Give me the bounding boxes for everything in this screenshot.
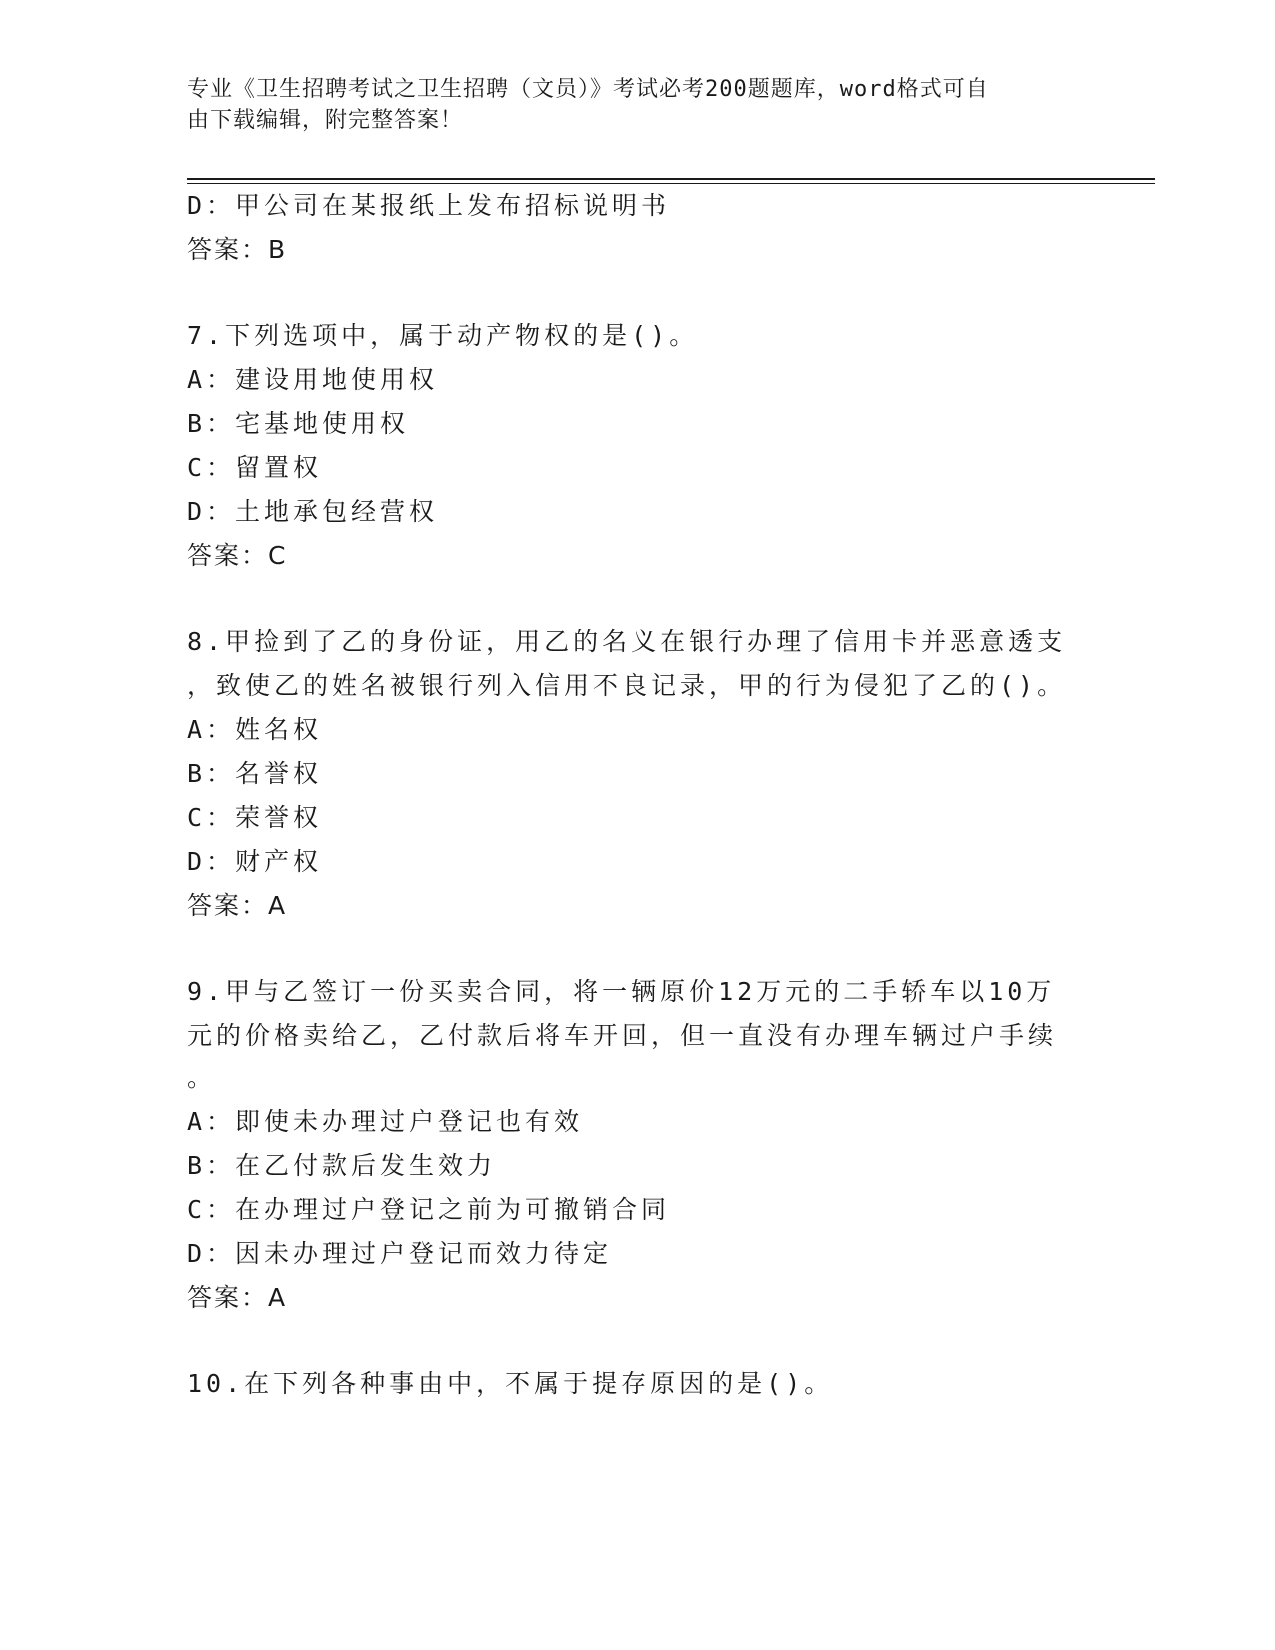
question-8-option-b: B：名誉权 [187,759,323,788]
question-8-option-a: A：姓名权 [187,715,323,744]
question-8-stem-line-2: ，致使乙的姓名被银行列入信用不良记录，甲的行为侵犯了乙的()。 [187,671,1067,700]
question-9-option-d: D：因未办理过户登记而效力待定 [187,1239,613,1268]
question-8-option-c: C：荣誉权 [187,803,323,832]
question-9-option-b: B：在乙付款后发生效力 [187,1151,497,1180]
question-9-answer: 答案：A [187,1283,288,1312]
question-7-option-b: B：宅基地使用权 [187,409,410,438]
question-8-answer: 答案：A [187,891,288,920]
question-7-option-a: A：建设用地使用权 [187,365,439,394]
header-line-2: 由下载编辑，附完整答案！ [187,108,464,133]
question-9-option-a: A：即使未办理过户登记也有效 [187,1107,584,1136]
header-divider-thick [187,178,1155,180]
prev-question-answer: 答案：B [187,235,288,264]
question-7-answer: 答案：C [187,541,288,570]
question-7-stem: 7.下列选项中，属于动产物权的是()。 [187,321,699,350]
document-header [187,74,1067,136]
prev-question-option-d: D：甲公司在某报纸上发布招标说明书 [187,191,671,220]
header-line-1: 专业《卫生招聘考试之卫生招聘（文员）》考试必考200题题库，word格式可自 [187,77,989,102]
header-divider-thin [187,183,1155,184]
question-8-stem-line-1: 8.甲捡到了乙的身份证，用乙的名义在银行办理了信用卡并恶意透支 [187,627,1067,656]
question-10-stem: 10.在下列各种事由中，不属于提存原因的是()。 [187,1369,834,1398]
question-9-stem-line-2: 元的价格卖给乙，乙付款后将车开回，但一直没有办理车辆过户手续 [187,1021,1058,1050]
question-9-stem-line-3: 。 [187,1063,217,1092]
question-9-option-c: C：在办理过户登记之前为可撤销合同 [187,1195,671,1224]
question-9-stem-line-1: 9.甲与乙签订一份买卖合同，将一辆原价12万元的二手轿车以10万 [187,977,1056,1006]
question-7-option-c: C：留置权 [187,453,323,482]
question-8-option-d: D：财产权 [187,847,323,876]
question-7-option-d: D：土地承包经营权 [187,497,439,526]
